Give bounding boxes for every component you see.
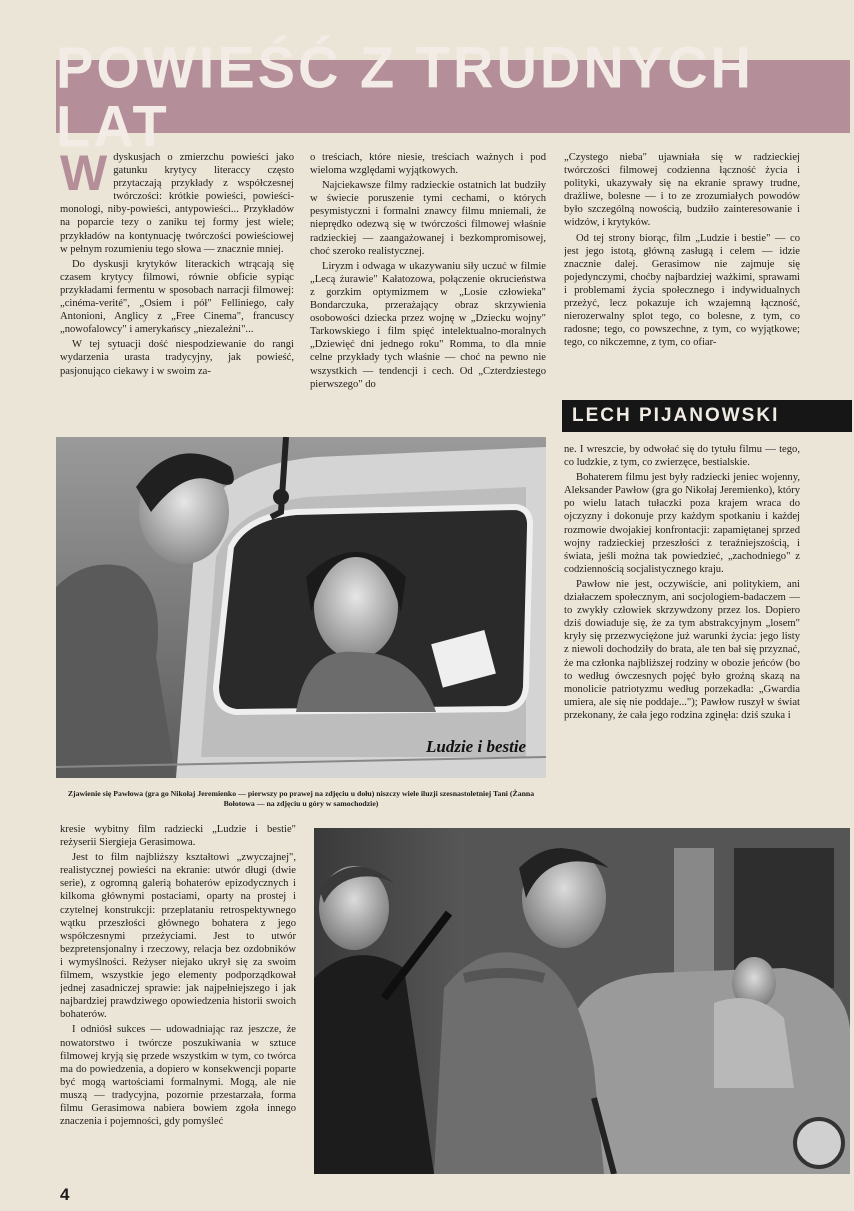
col5-paragraph-1: kresie wybitny film radziecki „Ludzie i bestie" reżyserii Siergieja Gerasimowa. bbox=[60, 824, 296, 849]
col5-paragraph-3: I odniósł sukces — udowadniając raz jeszcze, że nowatorstwo i twórcze poszukiwania w sztuce filmowej kryją się przede wszystkim w tym, co twórca ma do powiedzenia, a dopiero w konsekwencji poparte być mogą wartościami formalnymi. Mogą, ale nie muszą — tradycyjna, pozornie przestarzała, forma filmu Gerasimowa nabiera bowiem zgoła innego znaczenia i pojemności, gdy pomyśleć bbox=[60, 1024, 296, 1128]
page-number: 4 bbox=[60, 1185, 70, 1204]
col1-paragraph-1: Wdyskusjach o zmierzchu powieści jako gatunku krytycy literaccy często przytaczają przykłady z współczesnej twórczości: krótkie powieści, powieści-monologi, niby-powieści, antypowieści... Przykładów na poparcie tezy o zaniku tej formy jest wiele; przykładów na kontynuację twórczości powieściowej w pełnym rozumieniu tego słowa — znacznie mniej. bbox=[60, 151, 294, 255]
column-2 bbox=[310, 151, 546, 427]
column-3 bbox=[564, 151, 800, 395]
col3-paragraph-2: Od tej strony biorąc, film „Ludzie i bestie" — co jest jego istotą, główną zasługą i celem — idzie znacznie dalej. Gerasimow nie zajmuje się pojedynczymi, choćby najbardziej ważkimi, sprawami i problemami życia społecznego i indywidualnych przeżyć, lecz pokazuje ich wzajemną łączność, nierozerwalny splot tego, co bolesne, z tym, co radosne; tego, co powszechne, z tym, co wyjątkowe; tego, co nikczemne, z tym, co ofiar- bbox=[564, 232, 800, 349]
col3-paragraph-1: „Czystego nieba" ujawniała się w radzieckiej twórczości filmowej codzienna łączność życia i polityki, ukazywały się na ekranie sprawy trudne, drażliwe, bolesne — i to ze zrozumiałych powodów było szczególną nowością, budziło zainteresowanie i widzów, i krytyków. bbox=[564, 152, 800, 229]
drop-cap: W bbox=[60, 151, 108, 201]
film-still-street-scene bbox=[314, 828, 850, 1174]
title-banner bbox=[56, 33, 850, 159]
column-5 bbox=[60, 823, 296, 1181]
col4-paragraph-3: Pawłow nie jest, oczywiście, ani politykiem, ani działaczem społecznym, ani socjologiem-badaczem — to zwykły człowiek skrzywdzony przez los. Dopiero dziś dowiaduje się, że za tym abstrakcyjnym „losem" kryły się przezwyciężone już warunki życia: jego listy z niewoli dochodziły do brata, ale ten bał się przyznać, że ma członka najbliższej rodziny w obozie jeńców (bo to według ówczesnych pojęć było groźną skazą na monolicie patriotyzmu według porzekadła: „Gwardia umiera, ale się nie poddaje..."); Pawłow ruszył w świat przekonany, że cała jego rodzina zginęła: dziś szuka i bbox=[564, 578, 800, 721]
author-name: LECH PIJANOWSKI bbox=[572, 405, 780, 426]
film-still-street-scene-image bbox=[314, 828, 850, 1174]
film-title-overlay: Ludzie i bestie bbox=[426, 737, 527, 756]
article-title: POWIEŚĆ Z TRUDNYCH LAT bbox=[56, 33, 754, 159]
col4-paragraph-2: Bohaterem filmu jest były radziecki jeniec wojenny, Aleksander Pawłow (gra go Nikołaj Jeremienko), który po wielu latach tułaczki poza krajem wraca do ojczyzny i dokonuje przy każdym spotkaniu i każdej rozmowie dwojakiej konfrontacji: zapamiętanej sprzed wojny radzieckiej przeszłości z teraźniejszością, i świata, jeśli można tak powiedzieć, „zachodniego" z codziennością socjalistycznego kraju. bbox=[564, 472, 800, 575]
col2-paragraph-3: Liryzm i odwaga w ukazywaniu siły uczuć w filmie „Lecą żurawie" Kałatozowa, połączenie okrucieństwa z gorzkim optymizmem w „Losie człowieka" Bondarczuka, przerażający obraz skrzywienia osobowości dziecka przez wojnę w „Dziecku wojny" Tarkowskiego i film spięć intelektualno-moralnych „Dziewięć dni jednego roku" Romma, to dla mnie celne przykłady tych właśnie — choć na pewno nie wszystkich — tendencji i cech. Od „Czterdziestego pierwszego" do bbox=[310, 260, 546, 390]
col2-paragraph-1: o treściach, które niesie, treściach ważnych i pod wieloma względami wyjątkowych. bbox=[310, 152, 546, 177]
photo-caption: Zjawienie się Pawłowa (gra go Nikołaj Jeremienko — pierwszy po prawej na zdjęciu u dołu) niszczy wiele iluzji szesnastoletniej Tani (Żanna Bołotowa — na zdjęciu u góry w samochodzie) bbox=[67, 789, 535, 808]
col5-paragraph-2: Jest to film najbliższy kształtowi „zwyczajnej", realistycznej powieści na ekranie: utwór długi (dwie serie), z ogromną galerią bohaterów epizodycznych i kilkoma głównymi postaciami, oparty na prostej i czytelnej konstrukcji: przeplataniu retrospektywnego wątku przeszłości głównego bohatera z jego współczesnymi przeżyciami. Jest to utwór bezpretensjonalny i rzeczowy, relacja bez ozdobników i wymyślności. Reżyser niejako ukrył się za swoim filmem, wszystkie jego elementy podporządkował jednej zasadniczej sprawie: jak najpełniejszego i jak najbardziej prawdziwego opowiedzenia historii swoich bohaterów. bbox=[60, 852, 296, 1021]
col1-paragraph-2: Do dyskusji krytyków literackich wtrącają się czasem krytycy filmowi, równie obficie sypiąc przykładami fermentu w sposobach narracji filmowej: „cinéma-verité", „Osiem i pół" Felliniego, cały Antonioni, Anglicy z „Free Cinema", francuscy „nowofalowcy" i amerykańscy „niezależni"... bbox=[60, 258, 294, 336]
column-4 bbox=[564, 443, 800, 813]
author-banner bbox=[562, 400, 852, 432]
column-1 bbox=[60, 151, 294, 427]
col1-paragraph-3: W tej sytuacji dość niespodziewanie do rangi wydarzenia urasta tradycyjny, jak powieść, pasjonująco ciekawy i w swoim za- bbox=[60, 339, 294, 377]
col2-paragraph-2: Najciekawsze filmy radzieckie ostatnich lat budziły w świecie poruszenie tymi cechami, o których pesymistyczni i formalni znawcy filmu mniemali, że nieprędko odezwą się w twórczości filmowej właśnie radzieckiej — zaangażowanej i bezkompromisowej, choć szeroko realistycznej. bbox=[310, 180, 546, 257]
film-still-car-window-image bbox=[56, 437, 546, 778]
film-still-car-window bbox=[56, 437, 546, 778]
col4-paragraph-1: ne. I wreszcie, by odwołać się do tytułu filmu — tego, co ludzkie, z tym, co zwierzęce, bestialskie. bbox=[564, 444, 800, 469]
